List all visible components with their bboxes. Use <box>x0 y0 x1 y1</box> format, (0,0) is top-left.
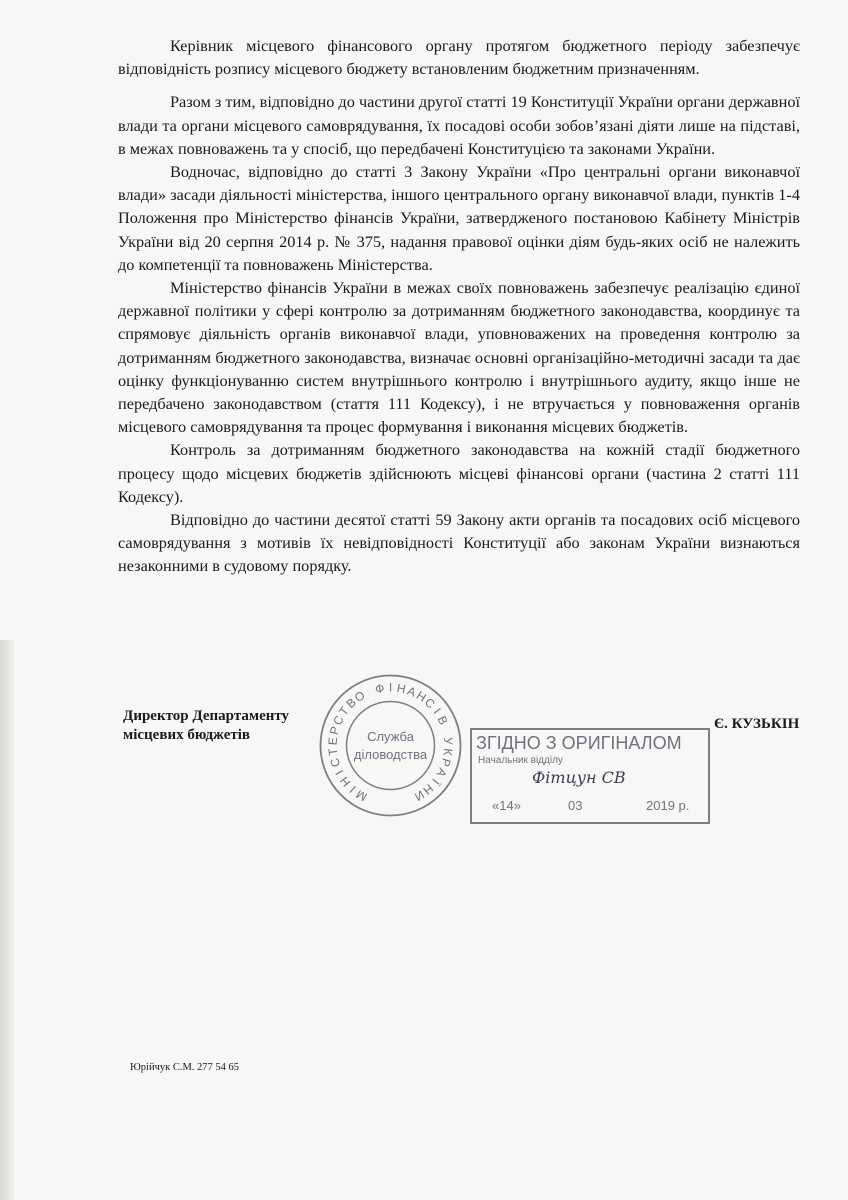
stamp-ring-letter: І <box>332 767 347 778</box>
paragraph: Відповідно до частини десятої статті 59 Закону акти органів та посадових осіб місцевого самоврядування з мотивів їх невідповідності Конституції або законам України визнаються незаконними в судовому порядку. <box>118 510 800 576</box>
paragraph: Керівник місцевого фінансового органу протягом бюджетного періоду забезпечує відповідність розпису місцевого бюджету встановленим бюджетним призначенням. <box>118 36 800 79</box>
paragraph: Контроль за дотриманням бюджетного законодавства на кожній стадії бюджетного процесу щодо місцевих бюджетів здійснюють місцеві фінансові органи (частина 2 статті 111 Кодексу). <box>118 440 800 506</box>
signatory-title <box>123 707 289 745</box>
stamp-ring-letter: Н <box>420 781 437 798</box>
stamp-ring-letter: С <box>330 713 347 728</box>
signatory-title-line: місцевих бюджетів <box>123 727 251 743</box>
stamp-ring-letter: А <box>433 765 450 780</box>
stamp-ring-letter: С <box>421 695 438 712</box>
stamp-ring-letter: В <box>343 695 359 711</box>
stamp-title: ЗГІДНО З ОРИГІНАЛОМ <box>476 733 682 753</box>
stamp-ring-letter: Т <box>336 704 352 719</box>
stamp-ring-letter: Р <box>437 756 454 769</box>
stamp-date <box>478 798 702 814</box>
scan-edge-shadow <box>0 640 14 1200</box>
stamp-ring-letter: В <box>434 713 451 728</box>
stamp-ring-letter: Н <box>395 680 407 697</box>
paragraph: Міністерство фінансів України в межах своїх повноважень забезпечує реалізацію єдиної державної політики у сфері контролю за дотриманням бюджетного законодавства, координує та спрямовує діяльність органів виконавчої влади, уповноважених на проведення контролю за дотриманням бюджетного законодавства, визначає основні організаційно-методичні засади та дає оцінку функціонуванню систем внутрішнього контролю і внутрішнього аудиту, якщо інше не передбачено законодавством (стаття 111 Кодексу), і не втручається у повноваження органів місцевого самоврядування та процес формування і виконання місцевих бюджетів. <box>118 278 800 437</box>
stamp-ring-letter: Р <box>326 724 343 737</box>
stamp-ring-letter: Ф <box>373 680 386 697</box>
stamp-outer-ring <box>321 676 461 816</box>
stamp-ring-letter: І <box>430 705 444 717</box>
stamp-ring-letter: Н <box>413 688 429 705</box>
stamp-ring-letter: А <box>405 683 418 700</box>
handwritten-signature: Фітцун СВ <box>532 768 626 787</box>
stamp-ring-letter: Е <box>325 736 341 746</box>
stamp-ring-letter: У <box>440 736 456 746</box>
executor-contact: Юрійчук С.М. 277 54 65 <box>130 1062 240 1073</box>
stamp-ring-letter: О <box>352 688 368 705</box>
stamp-ring-letter: Ї <box>429 775 443 788</box>
stamp-ring-letter: І <box>388 680 393 695</box>
stamp-ring-letter: К <box>440 747 456 757</box>
stamp-month: 03 <box>568 798 583 813</box>
ministry-round-stamp <box>318 673 463 818</box>
stamp-ring-letter: Т <box>325 747 341 757</box>
stamp-ring-letter: І <box>346 782 359 796</box>
stamp-position: Начальник відділу <box>478 755 563 766</box>
paragraph: Разом з тим, відповідно до частини другої статті 19 Конституції України органи державної влади та органи місцевого самоврядування, їх посадові особи зобов’язані діяти лише на підставі, в межах повноважень та у спосіб, що передбачені Конституцією та законами України. <box>118 92 800 158</box>
stamp-day: «14» <box>492 798 521 813</box>
letter-body <box>118 34 800 578</box>
stamp-year: 2019 р. <box>646 798 690 813</box>
stamp-center-line: Служба <box>367 729 414 744</box>
stamp-inner-ring <box>347 702 435 790</box>
stamp-ring-letter: Н <box>337 773 354 790</box>
certified-copy-stamp <box>470 728 710 824</box>
stamp-ring-letter: М <box>353 787 370 805</box>
stamp-ring-letter: С <box>327 756 344 769</box>
stamp-ring-letter: И <box>412 787 427 804</box>
signatory-name: Є. КУЗЬКІН <box>714 716 800 732</box>
signatory-title-line: Директор Департаменту <box>123 708 290 724</box>
paragraph: Водночас, відповідно до статті 3 Закону України «Про центральні органи виконавчої влади» засади діяльності міністерства, іншого центрального органу виконавчої влади, пунктів 1-4 Положення про Міністерство фінансів України, затвердженого постановою Кабінету Міністрів України від 20 серпня 2014 р. № 375, надання правової оцінки діям будь-яких осіб не належить до компетенції та повноважень Міністерства. <box>118 162 800 274</box>
stamp-center-line: діловодства <box>353 747 428 762</box>
